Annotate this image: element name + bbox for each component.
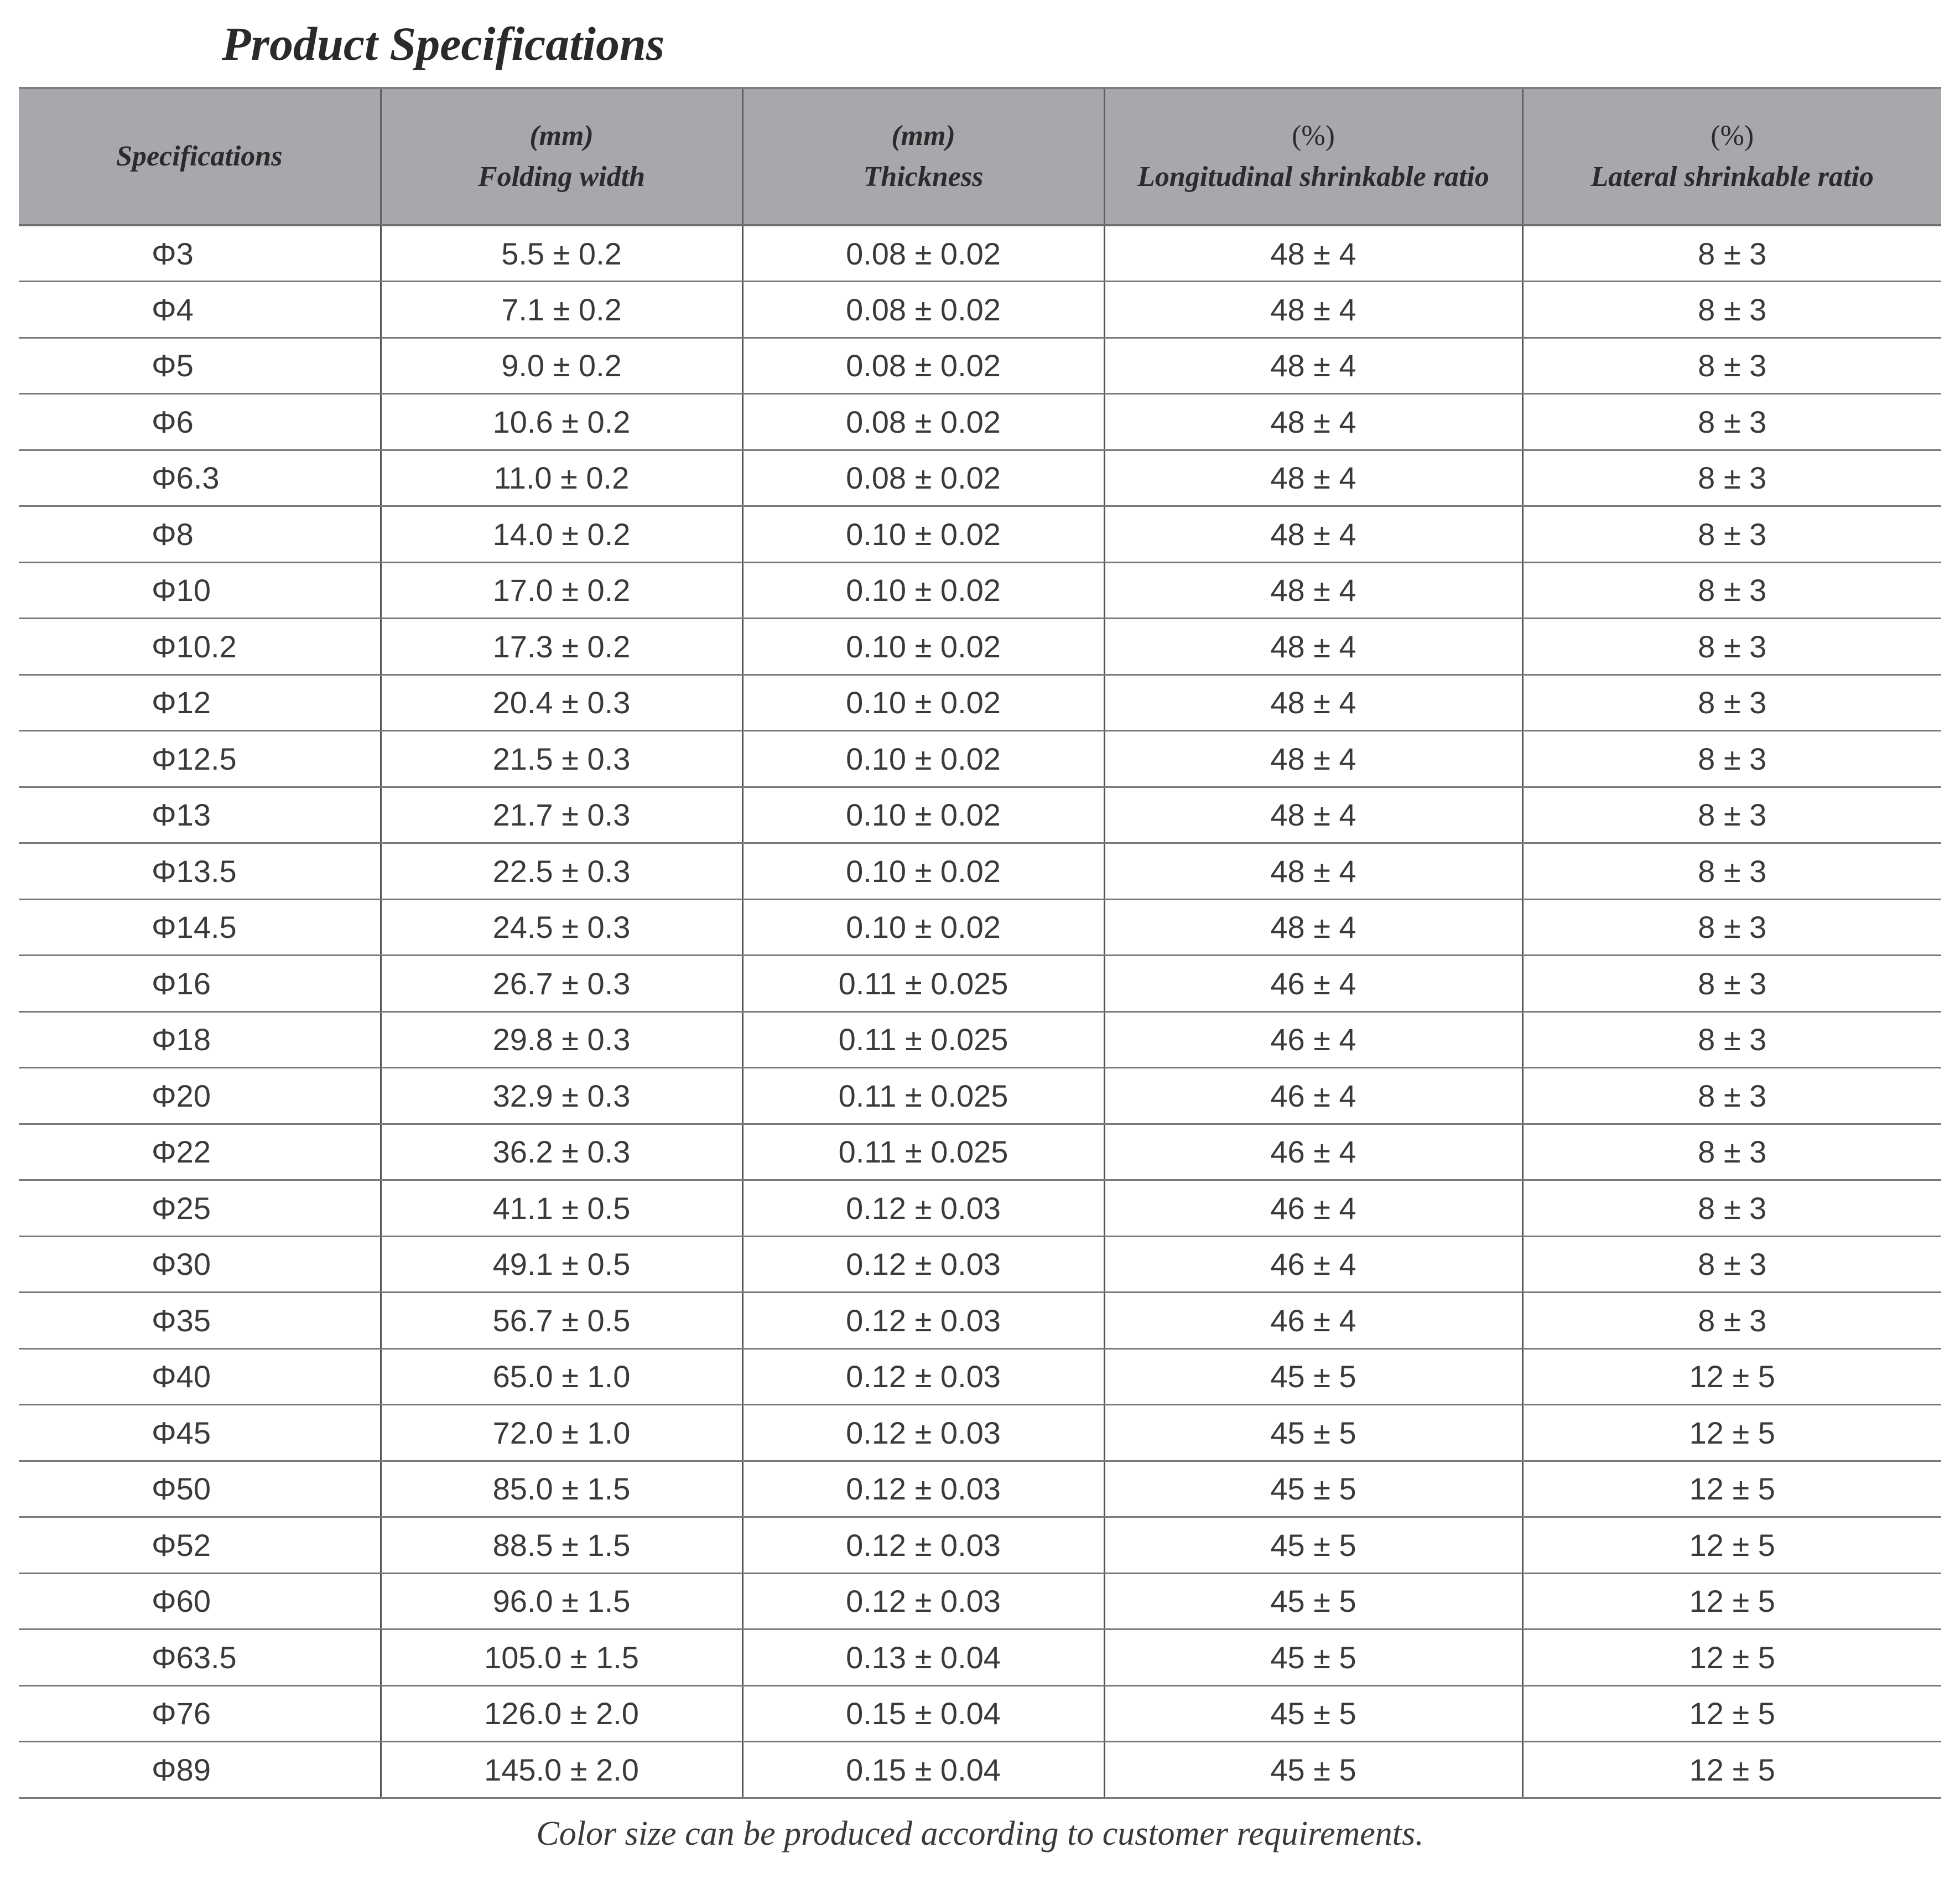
thickness-cell: 0.08 ± 0.02 xyxy=(742,394,1104,450)
folding-width-cell: 72.0 ± 1.0 xyxy=(381,1405,742,1461)
thickness-cell: 0.10 ± 0.02 xyxy=(742,562,1104,619)
spec-cell: Φ13.5 xyxy=(19,843,381,900)
lateral-ratio-cell: 8 ± 3 xyxy=(1522,674,1941,731)
table-row xyxy=(19,1517,1941,1574)
longitudinal-ratio-cell: 48 ± 4 xyxy=(1104,562,1522,619)
table-row xyxy=(19,731,1941,787)
folding-width-cell: 32.9 ± 0.3 xyxy=(381,1068,742,1124)
lateral-ratio-cell: 8 ± 3 xyxy=(1522,1124,1941,1180)
longitudinal-ratio-cell: 48 ± 4 xyxy=(1104,843,1522,900)
thickness-cell: 0.12 ± 0.03 xyxy=(742,1348,1104,1405)
table-row xyxy=(19,956,1941,1012)
longitudinal-ratio-cell: 45 ± 5 xyxy=(1104,1517,1522,1574)
lateral-ratio-cell: 8 ± 3 xyxy=(1522,1068,1941,1124)
spec-cell: Φ35 xyxy=(19,1293,381,1349)
longitudinal-ratio-cell: 48 ± 4 xyxy=(1104,282,1522,338)
thickness-cell: 0.11 ± 0.025 xyxy=(742,1068,1104,1124)
spec-cell: Φ12 xyxy=(19,674,381,731)
lateral-ratio-cell: 8 ± 3 xyxy=(1522,450,1941,506)
thickness-cell: 0.12 ± 0.03 xyxy=(742,1573,1104,1630)
folding-width-cell: 88.5 ± 1.5 xyxy=(381,1517,742,1574)
folding-width-cell: 105.0 ± 1.5 xyxy=(381,1630,742,1686)
longitudinal-ratio-cell: 46 ± 4 xyxy=(1104,956,1522,1012)
thickness-cell: 0.08 ± 0.02 xyxy=(742,282,1104,338)
folding-width-cell: 7.1 ± 0.2 xyxy=(381,282,742,338)
thickness-cell: 0.08 ± 0.02 xyxy=(742,450,1104,506)
table-row xyxy=(19,1573,1941,1630)
header-folding-width-label: Folding width xyxy=(478,161,645,193)
spec-cell: Φ30 xyxy=(19,1236,381,1293)
lateral-ratio-cell: 12 ± 5 xyxy=(1522,1685,1941,1742)
folding-width-cell: 20.4 ± 0.3 xyxy=(381,674,742,731)
table-row xyxy=(19,225,1941,282)
lateral-ratio-cell: 12 ± 5 xyxy=(1522,1461,1941,1517)
table-row xyxy=(19,1293,1941,1349)
thickness-cell: 0.15 ± 0.04 xyxy=(742,1742,1104,1798)
header-thickness-unit: (mm) xyxy=(891,120,955,152)
table-row xyxy=(19,843,1941,900)
table-row xyxy=(19,1461,1941,1517)
table-row xyxy=(19,506,1941,563)
table-row xyxy=(19,1405,1941,1461)
folding-width-cell: 41.1 ± 0.5 xyxy=(381,1180,742,1237)
table-row xyxy=(19,1348,1941,1405)
thickness-cell: 0.10 ± 0.02 xyxy=(742,506,1104,563)
table-row xyxy=(19,899,1941,956)
spec-cell: Φ25 xyxy=(19,1180,381,1237)
header-lateral-ratio-label: Lateral shrinkable ratio xyxy=(1590,161,1874,193)
spec-cell: Φ45 xyxy=(19,1405,381,1461)
longitudinal-ratio-cell: 48 ± 4 xyxy=(1104,619,1522,675)
lateral-ratio-cell: 8 ± 3 xyxy=(1522,1180,1941,1237)
table-row xyxy=(19,619,1941,675)
thickness-cell: 0.11 ± 0.025 xyxy=(742,1011,1104,1068)
longitudinal-ratio-cell: 45 ± 5 xyxy=(1104,1461,1522,1517)
spec-cell: Φ16 xyxy=(19,956,381,1012)
folding-width-cell: 65.0 ± 1.0 xyxy=(381,1348,742,1405)
lateral-ratio-cell: 8 ± 3 xyxy=(1522,338,1941,394)
lateral-ratio-cell: 12 ± 5 xyxy=(1522,1573,1941,1630)
thickness-cell: 0.10 ± 0.02 xyxy=(742,899,1104,956)
header-longitudinal-ratio-unit: (%) xyxy=(1292,120,1335,152)
table-row xyxy=(19,1068,1941,1124)
longitudinal-ratio-cell: 46 ± 4 xyxy=(1104,1068,1522,1124)
thickness-cell: 0.13 ± 0.04 xyxy=(742,1630,1104,1686)
lateral-ratio-cell: 8 ± 3 xyxy=(1522,731,1941,787)
longitudinal-ratio-cell: 48 ± 4 xyxy=(1104,787,1522,843)
spec-cell: Φ13 xyxy=(19,787,381,843)
longitudinal-ratio-cell: 48 ± 4 xyxy=(1104,899,1522,956)
spec-cell: Φ22 xyxy=(19,1124,381,1180)
table-row xyxy=(19,562,1941,619)
longitudinal-ratio-cell: 46 ± 4 xyxy=(1104,1180,1522,1237)
thickness-cell: 0.11 ± 0.025 xyxy=(742,956,1104,1012)
spec-cell: Φ20 xyxy=(19,1068,381,1124)
longitudinal-ratio-cell: 45 ± 5 xyxy=(1104,1630,1522,1686)
spec-cell: Φ12.5 xyxy=(19,731,381,787)
lateral-ratio-cell: 12 ± 5 xyxy=(1522,1348,1941,1405)
thickness-cell: 0.10 ± 0.02 xyxy=(742,787,1104,843)
header-longitudinal-ratio xyxy=(1104,88,1522,225)
table-row xyxy=(19,1180,1941,1237)
table-row xyxy=(19,1630,1941,1686)
folding-width-cell: 96.0 ± 1.5 xyxy=(381,1573,742,1630)
longitudinal-ratio-cell: 48 ± 4 xyxy=(1104,674,1522,731)
lateral-ratio-cell: 12 ± 5 xyxy=(1522,1742,1941,1798)
longitudinal-ratio-cell: 46 ± 4 xyxy=(1104,1293,1522,1349)
longitudinal-ratio-cell: 45 ± 5 xyxy=(1104,1348,1522,1405)
thickness-cell: 0.10 ± 0.02 xyxy=(742,843,1104,900)
folding-width-cell: 145.0 ± 2.0 xyxy=(381,1742,742,1798)
folding-width-cell: 11.0 ± 0.2 xyxy=(381,450,742,506)
spec-cell: Φ14.5 xyxy=(19,899,381,956)
table-row xyxy=(19,282,1941,338)
lateral-ratio-cell: 8 ± 3 xyxy=(1522,843,1941,900)
longitudinal-ratio-cell: 48 ± 4 xyxy=(1104,506,1522,563)
thickness-cell: 0.12 ± 0.03 xyxy=(742,1180,1104,1237)
thickness-cell: 0.08 ± 0.02 xyxy=(742,225,1104,282)
thickness-cell: 0.10 ± 0.02 xyxy=(742,619,1104,675)
longitudinal-ratio-cell: 48 ± 4 xyxy=(1104,225,1522,282)
thickness-cell: 0.12 ± 0.03 xyxy=(742,1293,1104,1349)
lateral-ratio-cell: 8 ± 3 xyxy=(1522,225,1941,282)
lateral-ratio-cell: 8 ± 3 xyxy=(1522,956,1941,1012)
lateral-ratio-cell: 8 ± 3 xyxy=(1522,899,1941,956)
longitudinal-ratio-cell: 48 ± 4 xyxy=(1104,450,1522,506)
header-specifications-label: Specifications xyxy=(116,141,283,172)
folding-width-cell: 85.0 ± 1.5 xyxy=(381,1461,742,1517)
spec-cell: Φ52 xyxy=(19,1517,381,1574)
table-row xyxy=(19,450,1941,506)
spec-cell: Φ63.5 xyxy=(19,1630,381,1686)
lateral-ratio-cell: 8 ± 3 xyxy=(1522,282,1941,338)
header-folding-width xyxy=(381,88,742,225)
lateral-ratio-cell: 12 ± 5 xyxy=(1522,1630,1941,1686)
header-specifications xyxy=(19,88,381,225)
folding-width-cell: 22.5 ± 0.3 xyxy=(381,843,742,900)
thickness-cell: 0.12 ± 0.03 xyxy=(742,1405,1104,1461)
spec-cell: Φ8 xyxy=(19,506,381,563)
header-folding-width-unit: (mm) xyxy=(529,120,594,152)
header-row xyxy=(19,88,1941,225)
spec-cell: Φ3 xyxy=(19,225,381,282)
lateral-ratio-cell: 8 ± 3 xyxy=(1522,1293,1941,1349)
lateral-ratio-cell: 8 ± 3 xyxy=(1522,506,1941,563)
lateral-ratio-cell: 8 ± 3 xyxy=(1522,787,1941,843)
longitudinal-ratio-cell: 45 ± 5 xyxy=(1104,1742,1522,1798)
lateral-ratio-cell: 8 ± 3 xyxy=(1522,619,1941,675)
spec-cell: Φ60 xyxy=(19,1573,381,1630)
longitudinal-ratio-cell: 45 ± 5 xyxy=(1104,1405,1522,1461)
lateral-ratio-cell: 8 ± 3 xyxy=(1522,1236,1941,1293)
folding-width-cell: 10.6 ± 0.2 xyxy=(381,394,742,450)
table-row xyxy=(19,1011,1941,1068)
folding-width-cell: 26.7 ± 0.3 xyxy=(381,956,742,1012)
page-title: Product Specifications xyxy=(222,17,665,70)
folding-width-cell: 56.7 ± 0.5 xyxy=(381,1293,742,1349)
folding-width-cell: 9.0 ± 0.2 xyxy=(381,338,742,394)
header-lateral-ratio-unit: (%) xyxy=(1711,120,1754,152)
table-row xyxy=(19,1236,1941,1293)
table-row xyxy=(19,394,1941,450)
folding-width-cell: 126.0 ± 2.0 xyxy=(381,1685,742,1742)
thickness-cell: 0.10 ± 0.02 xyxy=(742,731,1104,787)
lateral-ratio-cell: 12 ± 5 xyxy=(1522,1405,1941,1461)
lateral-ratio-cell: 8 ± 3 xyxy=(1522,394,1941,450)
spec-cell: Φ89 xyxy=(19,1742,381,1798)
spec-cell: Φ50 xyxy=(19,1461,381,1517)
table-row xyxy=(19,1742,1941,1798)
spec-cell: Φ18 xyxy=(19,1011,381,1068)
longitudinal-ratio-cell: 45 ± 5 xyxy=(1104,1573,1522,1630)
header-lateral-ratio xyxy=(1522,88,1941,225)
table-body xyxy=(19,225,1941,1798)
folding-width-cell: 49.1 ± 0.5 xyxy=(381,1236,742,1293)
table-row xyxy=(19,1124,1941,1180)
folding-width-cell: 36.2 ± 0.3 xyxy=(381,1124,742,1180)
header-longitudinal-ratio-label: Longitudinal shrinkable ratio xyxy=(1137,161,1489,193)
thickness-cell: 0.12 ± 0.03 xyxy=(742,1236,1104,1293)
folding-width-cell: 17.3 ± 0.2 xyxy=(381,619,742,675)
table-row xyxy=(19,787,1941,843)
spec-cell: Φ10 xyxy=(19,562,381,619)
spec-cell: Φ76 xyxy=(19,1685,381,1742)
footnote: Color size can be produced according to customer requirements. xyxy=(536,1815,1424,1853)
lateral-ratio-cell: 8 ± 3 xyxy=(1522,1011,1941,1068)
header-thickness xyxy=(742,88,1104,225)
longitudinal-ratio-cell: 48 ± 4 xyxy=(1104,338,1522,394)
spec-cell: Φ5 xyxy=(19,338,381,394)
longitudinal-ratio-cell: 46 ± 4 xyxy=(1104,1236,1522,1293)
folding-width-cell: 29.8 ± 0.3 xyxy=(381,1011,742,1068)
spec-cell: Φ6.3 xyxy=(19,450,381,506)
table-row xyxy=(19,1685,1941,1742)
lateral-ratio-cell: 12 ± 5 xyxy=(1522,1517,1941,1574)
folding-width-cell: 5.5 ± 0.2 xyxy=(381,225,742,282)
thickness-cell: 0.15 ± 0.04 xyxy=(742,1685,1104,1742)
folding-width-cell: 21.7 ± 0.3 xyxy=(381,787,742,843)
table-row xyxy=(19,338,1941,394)
thickness-cell: 0.10 ± 0.02 xyxy=(742,674,1104,731)
spec-cell: Φ10.2 xyxy=(19,619,381,675)
folding-width-cell: 14.0 ± 0.2 xyxy=(381,506,742,563)
spec-cell: Φ6 xyxy=(19,394,381,450)
longitudinal-ratio-cell: 46 ± 4 xyxy=(1104,1011,1522,1068)
folding-width-cell: 17.0 ± 0.2 xyxy=(381,562,742,619)
lateral-ratio-cell: 8 ± 3 xyxy=(1522,562,1941,619)
longitudinal-ratio-cell: 48 ± 4 xyxy=(1104,731,1522,787)
spec-cell: Φ40 xyxy=(19,1348,381,1405)
table-row xyxy=(19,674,1941,731)
folding-width-cell: 24.5 ± 0.3 xyxy=(381,899,742,956)
thickness-cell: 0.11 ± 0.025 xyxy=(742,1124,1104,1180)
table-header xyxy=(19,88,1941,225)
spec-table xyxy=(19,87,1941,1799)
thickness-cell: 0.08 ± 0.02 xyxy=(742,338,1104,394)
folding-width-cell: 21.5 ± 0.3 xyxy=(381,731,742,787)
longitudinal-ratio-cell: 46 ± 4 xyxy=(1104,1124,1522,1180)
thickness-cell: 0.12 ± 0.03 xyxy=(742,1517,1104,1574)
longitudinal-ratio-cell: 45 ± 5 xyxy=(1104,1685,1522,1742)
header-thickness-label: Thickness xyxy=(863,161,984,193)
longitudinal-ratio-cell: 48 ± 4 xyxy=(1104,394,1522,450)
spec-cell: Φ4 xyxy=(19,282,381,338)
thickness-cell: 0.12 ± 0.03 xyxy=(742,1461,1104,1517)
